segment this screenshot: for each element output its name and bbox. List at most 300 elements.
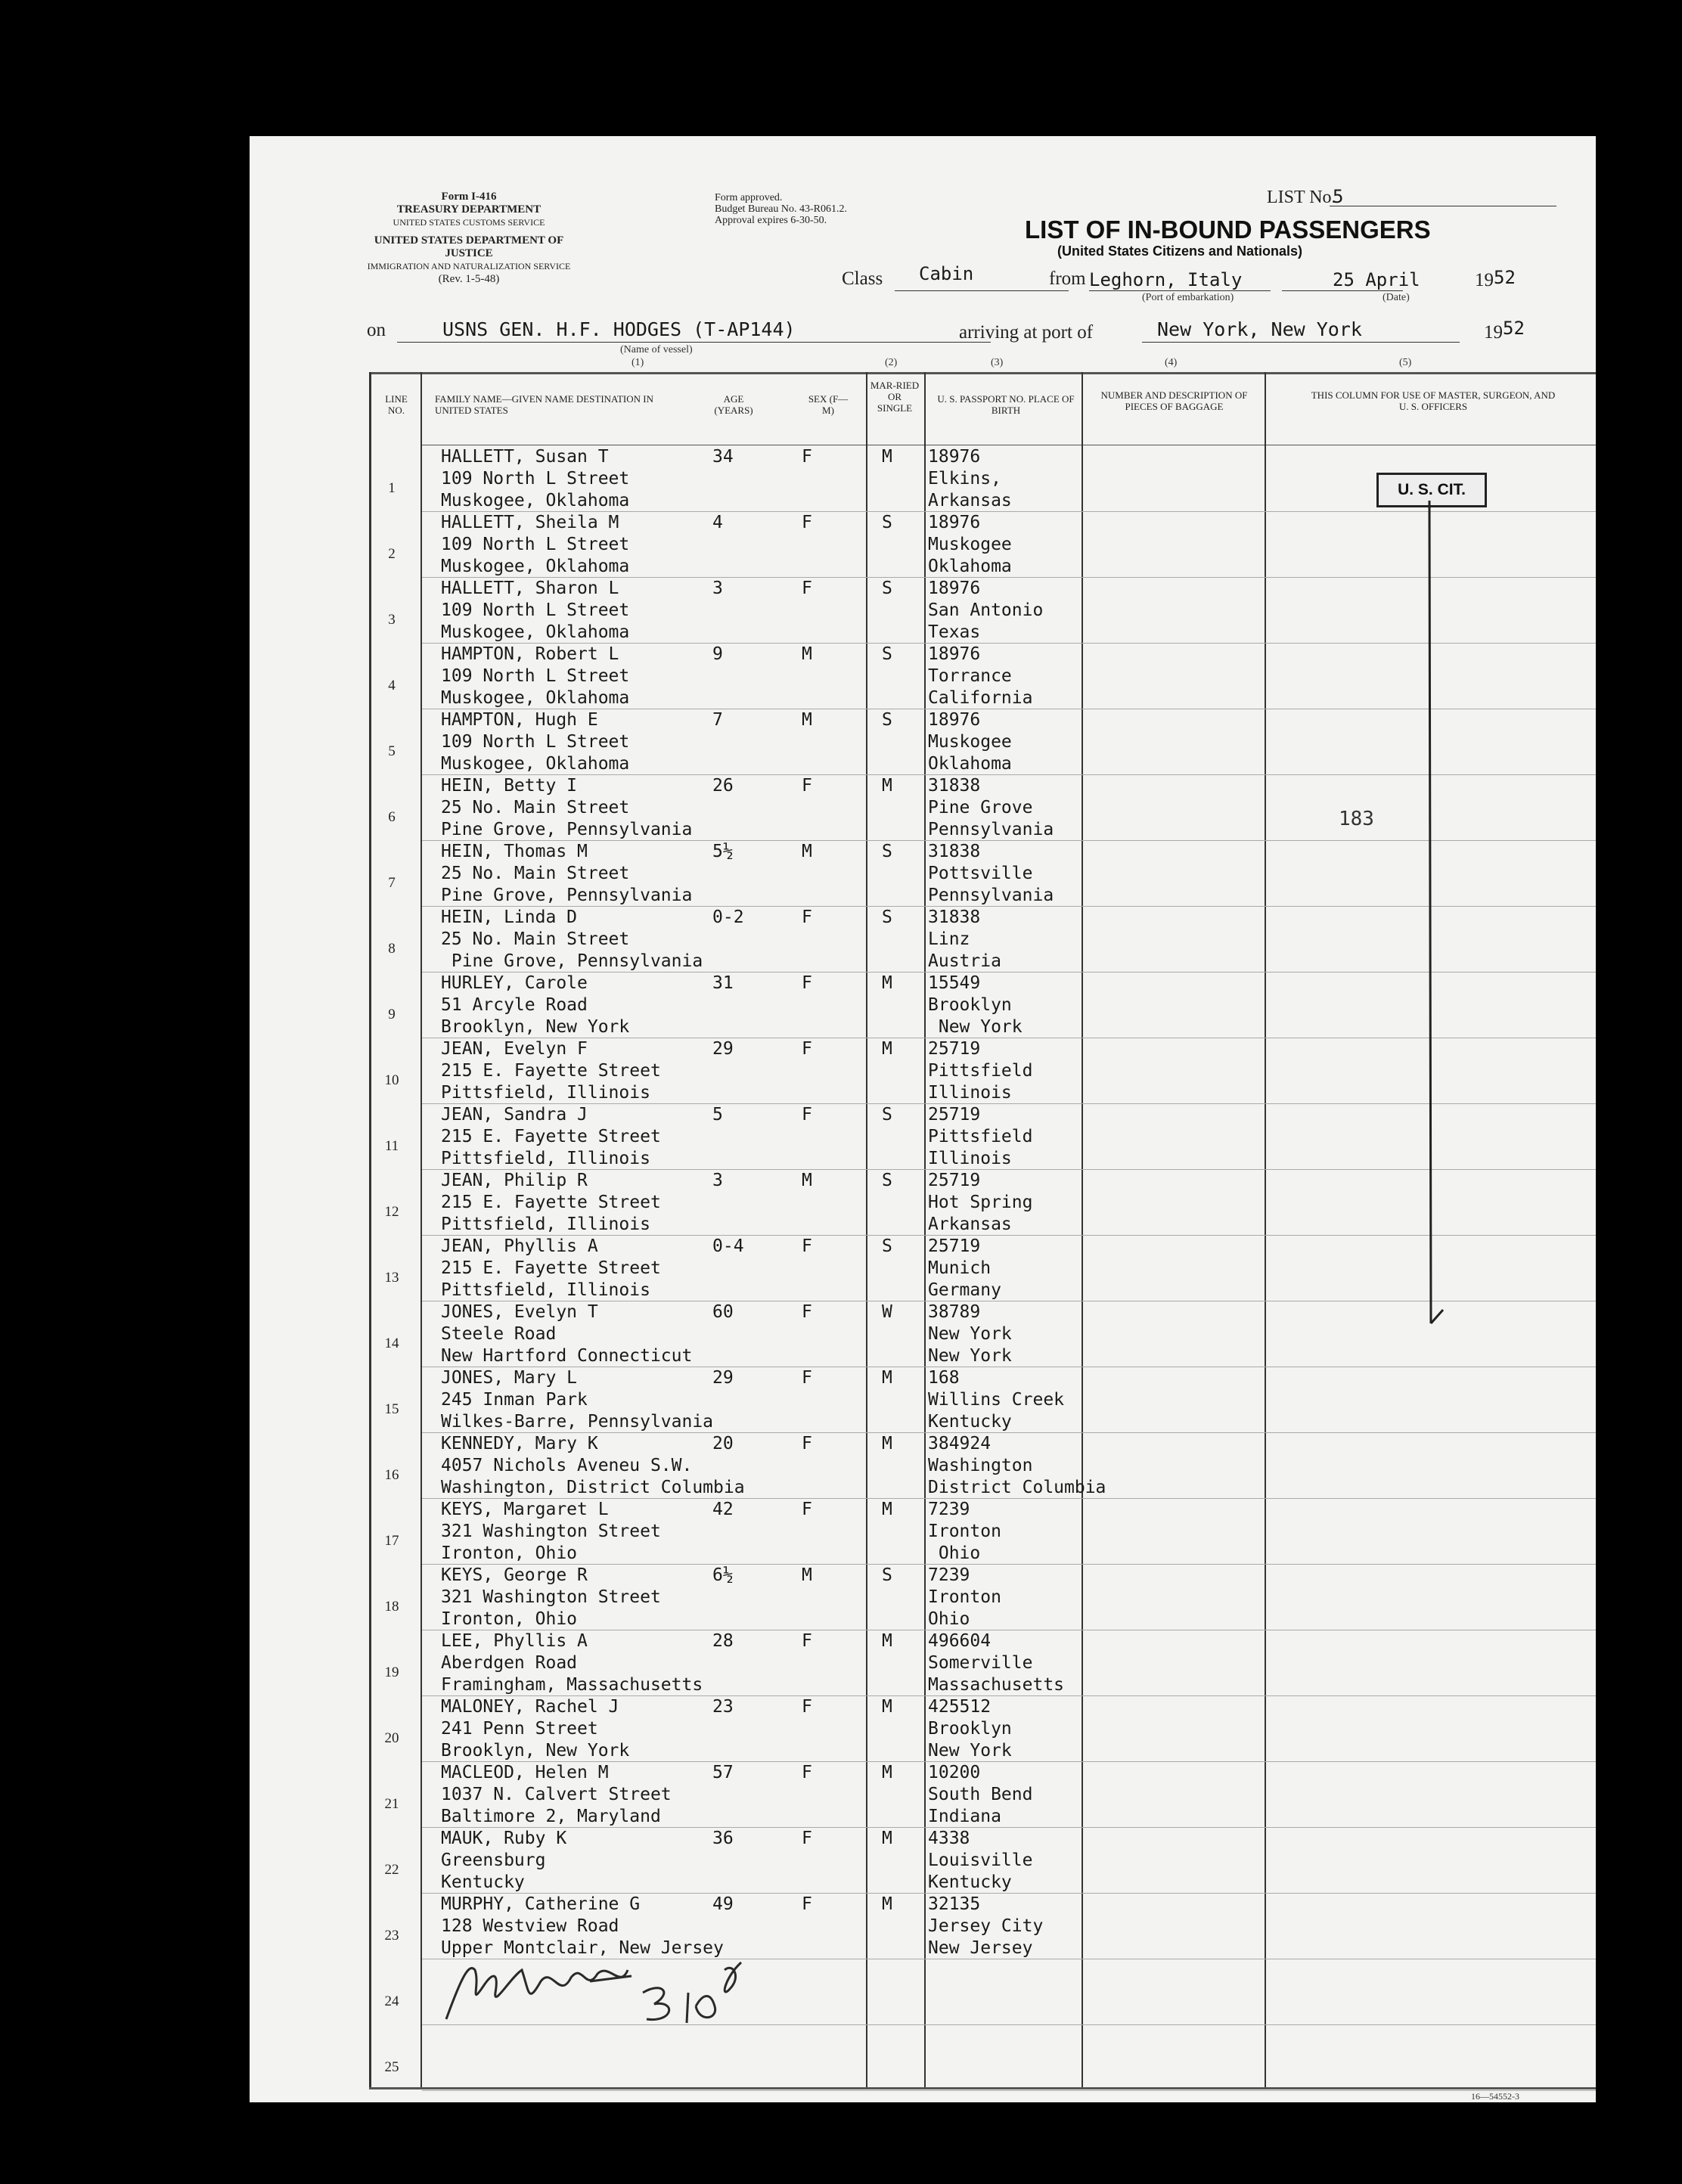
table-row: [250, 1433, 1596, 1499]
address-line-2: Pine Grove, Pennsylvania: [441, 886, 693, 905]
year-prefix: 19: [1475, 270, 1494, 290]
marital-status: S: [882, 1171, 892, 1190]
passport-number: 496604: [928, 1631, 992, 1651]
age: 42: [712, 1500, 734, 1519]
table-row: [250, 1236, 1596, 1301]
sex: F: [802, 1105, 812, 1125]
line-number: 9: [388, 1007, 396, 1022]
passport-number: 7239: [928, 1565, 970, 1585]
column-header-line-no: LINE NO.: [385, 393, 408, 416]
birthplace-line-1: Elkins,: [928, 469, 1001, 489]
marital-status: M: [882, 973, 892, 993]
column-number-1: (1): [632, 357, 644, 368]
address-line-1: 109 North L Street: [441, 732, 630, 752]
approval-line-1: Form approved.: [715, 192, 783, 203]
address-line-1: 241 Penn Street: [441, 1719, 598, 1739]
address-line-1: Steele Road: [441, 1324, 557, 1344]
birthplace-line-2: Germany: [928, 1280, 1001, 1300]
birthplace-line-2: New York: [928, 1017, 1023, 1037]
year-suffix: 52: [1494, 267, 1516, 288]
age: 3: [712, 579, 723, 598]
birthplace-line-2: Oklahoma: [928, 754, 1012, 774]
passenger-name: HURLEY, Carole: [441, 973, 588, 993]
marital-status: S: [882, 710, 892, 730]
address-line-2: Kentucky: [441, 1872, 525, 1892]
vessel-name: USNS GEN. H.F. HODGES (T-AP144): [442, 318, 796, 340]
arrival-port: New York, New York: [1157, 318, 1362, 340]
officer-bracket-line: [1414, 499, 1460, 1346]
birthplace-line-1: Pittsfield: [928, 1127, 1033, 1146]
birthplace-line-2: Arkansas: [928, 1215, 1012, 1234]
passport-number: 38789: [928, 1302, 981, 1322]
table-row: [250, 1038, 1596, 1104]
passenger-name: MACLEOD, Helen M: [441, 1763, 609, 1782]
marital-status: S: [882, 513, 892, 532]
table-row: [250, 2025, 1596, 2091]
marital-status: S: [882, 644, 892, 664]
birthplace-line-1: Ironton: [928, 1587, 1001, 1607]
passport-number: 4338: [928, 1829, 970, 1848]
sex: F: [802, 973, 812, 993]
from-underline: [1089, 290, 1271, 291]
column-header-passport: U. S. PASSPORT NO. PLACE OF BIRTH: [937, 393, 1075, 416]
passport-number: 7239: [928, 1500, 970, 1519]
marital-status: S: [882, 1105, 892, 1125]
birthplace-line-1: Munich: [928, 1258, 992, 1278]
embarkation-date: 25 April: [1333, 269, 1420, 290]
line-number: 16: [384, 1467, 399, 1483]
birthplace-line-2: Massachusetts: [928, 1675, 1065, 1695]
table-row: [250, 1499, 1596, 1565]
line-number: 22: [384, 1862, 399, 1878]
age: 57: [712, 1763, 734, 1782]
column-header-name: FAMILY NAME—GIVEN NAME DESTINATION IN UNITED STATES: [435, 393, 654, 416]
birthplace-line-1: Linz: [928, 929, 970, 949]
address-line-2: Pittsfield, Illinois: [441, 1083, 650, 1103]
passenger-name: KENNEDY, Mary K: [441, 1434, 598, 1453]
address-line-1: 128 Westview Road: [441, 1916, 619, 1936]
birthplace-line-2: Ohio: [928, 1543, 981, 1563]
address-line-1: 109 North L Street: [441, 666, 630, 686]
line-number: 1: [388, 480, 396, 496]
birthplace-line-2: Arkansas: [928, 491, 1012, 510]
treasury-department: TREASURY DEPARTMENT: [396, 203, 542, 216]
table-row: [250, 1696, 1596, 1762]
birthplace-line-2: Illinois: [928, 1083, 1012, 1103]
justice-block: [363, 234, 575, 286]
class-label: Class: [842, 268, 883, 289]
address-line-2: Pittsfield, Illinois: [441, 1215, 650, 1234]
passport-number: 31838: [928, 776, 981, 796]
from-label: from: [1049, 268, 1086, 289]
birthplace-line-1: Jersey City: [928, 1916, 1044, 1936]
sex: F: [802, 1631, 812, 1651]
birthplace-line-2: Ohio: [928, 1609, 970, 1629]
birthplace-line-1: Hot Spring: [928, 1193, 1033, 1212]
table-row: [250, 1630, 1596, 1696]
sex: F: [802, 1697, 812, 1717]
passenger-name: JONES, Evelyn T: [441, 1302, 598, 1322]
passport-number: 31838: [928, 907, 981, 927]
line-number: 21: [384, 1796, 399, 1812]
marital-status: S: [882, 907, 892, 927]
passenger-name: HALLETT, Sheila M: [441, 513, 619, 532]
line-number: 24: [384, 1993, 399, 2009]
birthplace-line-2: Texas: [928, 622, 981, 642]
line-number: 18: [384, 1599, 399, 1615]
column-number-5: (5): [1399, 357, 1412, 368]
birthplace-line-1: Pittsfield: [928, 1061, 1033, 1081]
marital-status: M: [882, 776, 892, 796]
passenger-name: KEYS, George R: [441, 1565, 588, 1585]
approval-block: [715, 192, 911, 226]
port-of-embarkation: Leghorn, Italy: [1089, 269, 1243, 290]
row-divider: [422, 2090, 1596, 2091]
document-subtitle: (United States Citizens and Nationals): [1057, 244, 1303, 259]
birthplace-line-2: Kentucky: [928, 1412, 1012, 1432]
port-embarkation-caption: (Port of embarkation): [1142, 292, 1234, 303]
address-line-2: Pine Grove, Pennsylvania: [441, 820, 693, 839]
age: 49: [712, 1894, 734, 1914]
line-number: 17: [384, 1533, 399, 1549]
address-line-1: Aberdgen Road: [441, 1653, 578, 1673]
form-number: Form I-416: [441, 191, 497, 203]
customs-service: UNITED STATES CUSTOMS SERVICE: [393, 217, 545, 228]
birthplace-line-1: Washington: [928, 1456, 1033, 1475]
sex: F: [802, 513, 812, 532]
address-line-1: 1037 N. Calvert Street: [441, 1785, 672, 1804]
birthplace-line-1: Brooklyn: [928, 995, 1012, 1015]
list-number-value: 5: [1333, 186, 1344, 207]
approval-line-3: Approval expires 6-30-50.: [715, 215, 827, 226]
passport-number: 18976: [928, 447, 981, 467]
age: 7: [712, 710, 723, 730]
marital-status: S: [882, 579, 892, 598]
vessel-underline: [397, 342, 991, 343]
marital-status: S: [882, 842, 892, 861]
table-row: [250, 1104, 1596, 1170]
age: 6½: [712, 1565, 734, 1585]
passenger-name: JEAN, Phyllis A: [441, 1236, 598, 1256]
age: 0-4: [712, 1236, 744, 1256]
address-line-1: 321 Washington Street: [441, 1522, 661, 1541]
passport-number: 18976: [928, 579, 981, 598]
list-number-label: LIST No.: [1267, 188, 1336, 207]
age: 9: [712, 644, 723, 664]
passenger-manifest-page: [250, 136, 1596, 2102]
column-header-officers: THIS COLUMN FOR USE OF MASTER, SURGEON, AND U. S. OFFICERS: [1311, 389, 1556, 412]
column-number-4: (4): [1165, 357, 1178, 368]
birthplace-line-2: California: [928, 688, 1033, 708]
sex: M: [802, 1171, 812, 1190]
address-line-2: Washington, District Columbia: [441, 1478, 745, 1497]
passport-number: 384924: [928, 1434, 992, 1453]
marital-status: S: [882, 1565, 892, 1585]
age: 29: [712, 1039, 734, 1059]
sex: F: [802, 1894, 812, 1914]
address-line-2: Muskogee, Oklahoma: [441, 491, 630, 510]
age: 0-2: [712, 907, 744, 927]
address-line-1: 321 Washington Street: [441, 1587, 661, 1607]
sex: F: [802, 1763, 812, 1782]
address-line-1: 4057 Nichols Aveneu S.W.: [441, 1456, 693, 1475]
year2-prefix: 19: [1484, 322, 1503, 343]
column-header-sex: SEX (F—M): [808, 393, 849, 416]
address-line-1: 215 E. Fayette Street: [441, 1193, 661, 1212]
birthplace-line-2: New York: [928, 1346, 1012, 1366]
vessel-caption: (Name of vessel): [620, 344, 693, 355]
on-label: on: [367, 320, 386, 340]
address-line-1: 25 No. Main Street: [441, 864, 630, 883]
column-header-baggage: NUMBER AND DESCRIPTION OF PIECES OF BAGGAGE: [1100, 389, 1248, 412]
line-number: 15: [384, 1401, 399, 1417]
line-number: 23: [384, 1928, 399, 1944]
passenger-name: HAMPTON, Robert L: [441, 644, 619, 664]
table-row: [250, 1367, 1596, 1433]
sex: F: [802, 1236, 812, 1256]
address-line-1: 25 No. Main Street: [441, 929, 630, 949]
address-line-2: Wilkes-Barre, Pennsylvania: [441, 1412, 714, 1432]
column-number-2: (2): [885, 357, 898, 368]
birthplace-line-1: South Bend: [928, 1785, 1033, 1804]
passenger-name: JEAN, Evelyn F: [441, 1039, 588, 1059]
age: 29: [712, 1368, 734, 1388]
birthplace-line-1: Brooklyn: [928, 1719, 1012, 1739]
birthplace-line-1: New York: [928, 1324, 1012, 1344]
line-number: 10: [384, 1072, 399, 1088]
address-line-2: Muskogee, Oklahoma: [441, 557, 630, 576]
sex: F: [802, 1039, 812, 1059]
address-line-1: 25 No. Main Street: [441, 798, 630, 817]
line-number: 3: [388, 612, 396, 628]
address-line-1: 215 E. Fayette Street: [441, 1258, 661, 1278]
birthplace-line-1: Ironton: [928, 1522, 1001, 1541]
marital-status: M: [882, 1039, 892, 1059]
address-line-1: 109 North L Street: [441, 600, 630, 620]
class-value: Cabin: [919, 263, 974, 284]
address-line-2: Brooklyn, New York: [441, 1741, 630, 1761]
passenger-name: JEAN, Philip R: [441, 1171, 588, 1190]
passport-number: 18976: [928, 513, 981, 532]
age: 36: [712, 1829, 734, 1848]
passport-number: 15549: [928, 973, 981, 993]
address-line-1: 215 E. Fayette Street: [441, 1061, 661, 1081]
document-title: LIST OF IN-BOUND PASSENGERS: [1025, 216, 1431, 244]
passenger-name: HEIN, Thomas M: [441, 842, 588, 861]
table-row: [250, 907, 1596, 973]
passenger-name: KEYS, Margaret L: [441, 1500, 609, 1519]
line-number: 2: [388, 546, 396, 562]
sex: M: [802, 1565, 812, 1585]
table-row: [250, 1565, 1596, 1630]
sex: F: [802, 1500, 812, 1519]
sex: F: [802, 1434, 812, 1453]
line-number: 6: [388, 809, 396, 825]
sex: F: [802, 907, 812, 927]
birthplace-line-2: Pennsylvania: [928, 886, 1054, 905]
marital-status: M: [882, 1368, 892, 1388]
birthplace-line-1: Torrance: [928, 666, 1012, 686]
address-line-2: Upper Montclair, New Jersey: [441, 1938, 724, 1958]
date-caption: (Date): [1383, 292, 1410, 303]
address-line-1: 215 E. Fayette Street: [441, 1127, 661, 1146]
sex: F: [802, 579, 812, 598]
line-number: 25: [384, 2059, 399, 2075]
line-number: 11: [384, 1138, 399, 1154]
address-line-2: Muskogee, Oklahoma: [441, 754, 630, 774]
marital-status: M: [882, 1697, 892, 1717]
form-agency-block: [363, 191, 575, 229]
sex: F: [802, 776, 812, 796]
passenger-name: JONES, Mary L: [441, 1368, 578, 1388]
passport-number: 18976: [928, 644, 981, 664]
address-line-2: Muskogee, Oklahoma: [441, 622, 630, 642]
address-line-2: Muskogee, Oklahoma: [441, 688, 630, 708]
age: 60: [712, 1302, 734, 1322]
birthplace-line-1: Pottsville: [928, 864, 1033, 883]
passport-number: 31838: [928, 842, 981, 861]
age: 26: [712, 776, 734, 796]
year2-suffix: 52: [1503, 318, 1525, 339]
passport-number: 32135: [928, 1894, 981, 1914]
line-number: 20: [384, 1730, 399, 1746]
passenger-name: HEIN, Betty I: [441, 776, 578, 796]
age: 5: [712, 1105, 723, 1125]
passenger-name: MAUK, Ruby K: [441, 1829, 567, 1848]
address-line-2: Ironton, Ohio: [441, 1543, 578, 1563]
us-citizen-stamp: U. S. CIT.: [1376, 473, 1487, 507]
marital-status: M: [882, 1829, 892, 1848]
table-row: [250, 644, 1596, 709]
column-header-age: AGE (YEARS): [714, 393, 753, 416]
line-number: 7: [388, 875, 396, 891]
passport-number: 425512: [928, 1697, 992, 1717]
marital-status: M: [882, 1631, 892, 1651]
sex: F: [802, 1829, 812, 1848]
age: 28: [712, 1631, 734, 1651]
passenger-name: HAMPTON, Hugh E: [441, 710, 598, 730]
birthplace-line-2: Indiana: [928, 1807, 1001, 1826]
birthplace-line-2: Kentucky: [928, 1872, 1012, 1892]
passenger-name: MALONEY, Rachel J: [441, 1697, 619, 1717]
line-number: 14: [384, 1336, 399, 1351]
class-underline: [895, 290, 1069, 291]
address-line-2: Baltimore 2, Maryland: [441, 1807, 661, 1826]
passenger-name: HALLETT, Susan T: [441, 447, 609, 467]
address-line-1: 245 Inman Park: [441, 1390, 588, 1410]
marital-status: S: [882, 1236, 892, 1256]
birthplace-line-2: New Jersey: [928, 1938, 1033, 1958]
passport-number: 25719: [928, 1171, 981, 1190]
table-row: [250, 973, 1596, 1038]
passport-number: 168: [928, 1368, 960, 1388]
birthplace-line-1: Louisville: [928, 1851, 1033, 1870]
age: 5½: [712, 842, 734, 861]
passport-number: 10200: [928, 1763, 981, 1782]
justice-department: UNITED STATES DEPARTMENT OF JUSTICE: [374, 234, 564, 259]
birthplace-line-2: Pennsylvania: [928, 820, 1054, 839]
birthplace-line-1: Muskogee: [928, 732, 1012, 752]
birthplace-line-1: Somerville: [928, 1653, 1033, 1673]
table-row: [250, 1170, 1596, 1236]
sex: F: [802, 1302, 812, 1322]
birthplace-line-2: New York: [928, 1741, 1012, 1761]
birthplace-line-1: Muskogee: [928, 535, 1012, 554]
marital-status: M: [882, 1500, 892, 1519]
sex: F: [802, 1368, 812, 1388]
birthplace-line-2: District Columbia: [928, 1478, 1106, 1497]
line-number: 4: [388, 678, 396, 693]
table-row: [250, 709, 1596, 775]
marital-status: W: [882, 1302, 892, 1322]
line-number: 8: [388, 941, 396, 957]
table-row: [250, 841, 1596, 907]
sex: F: [802, 447, 812, 467]
passenger-name: HALLETT, Sharon L: [441, 579, 619, 598]
birthplace-line-2: Austria: [928, 951, 1001, 971]
address-line-2: Ironton, Ohio: [441, 1609, 578, 1629]
address-line-2: Pittsfield, Illinois: [441, 1149, 650, 1168]
handwritten-signature: [439, 1947, 756, 2030]
address-line-2: Pittsfield, Illinois: [441, 1280, 650, 1300]
sex: M: [802, 644, 812, 664]
birthplace-line-1: Willins Creek: [928, 1390, 1065, 1410]
table-row: [250, 1762, 1596, 1828]
age: 34: [712, 447, 734, 467]
birthplace-line-2: Oklahoma: [928, 557, 1012, 576]
age: 31: [712, 973, 734, 993]
table-row: [250, 775, 1596, 841]
address-line-1: 109 North L Street: [441, 535, 630, 554]
address-line-1: 51 Arcyle Road: [441, 995, 588, 1015]
sex: M: [802, 710, 812, 730]
approval-line-2: Budget Bureau No. 43-R061.2.: [715, 203, 847, 215]
birthplace-line-1: San Antonio: [928, 600, 1044, 620]
form-footer-code: 16—54552-3: [1471, 2091, 1519, 2102]
passport-number: 18976: [928, 710, 981, 730]
line-number: 13: [384, 1270, 399, 1286]
marital-status: M: [882, 1434, 892, 1453]
line-number: 19: [384, 1664, 399, 1680]
table-row: [250, 1301, 1596, 1367]
table-row: [250, 512, 1596, 578]
sex: M: [802, 842, 812, 861]
passenger-name: JEAN, Sandra J: [441, 1105, 588, 1125]
age: 23: [712, 1697, 734, 1717]
address-line-1: 109 North L Street: [441, 469, 630, 489]
address-line-2: Pine Grove, Pennsylvania: [441, 951, 703, 971]
passenger-name: HEIN, Linda D: [441, 907, 578, 927]
arrival-underline: [1142, 342, 1460, 343]
birthplace-line-2: Illinois: [928, 1149, 1012, 1168]
table-top-border: [369, 372, 1596, 374]
revision-date: (Rev. 1-5-48): [438, 273, 500, 285]
passport-number: 25719: [928, 1039, 981, 1059]
address-line-1: Greensburg: [441, 1851, 546, 1870]
address-line-2: Brooklyn, New York: [441, 1017, 630, 1037]
marital-status: M: [882, 447, 892, 467]
birthplace-line-1: Pine Grove: [928, 798, 1033, 817]
address-line-2: New Hartford Connecticut: [441, 1346, 693, 1366]
immigration-service: IMMIGRATION AND NATURALIZATION SERVICE: [367, 261, 571, 271]
arriving-label: arriving at port of: [959, 322, 1094, 343]
age: 3: [712, 1171, 723, 1190]
age: 4: [712, 513, 723, 532]
line-number: 5: [388, 743, 396, 759]
passenger-name: MURPHY, Catherine G: [441, 1894, 641, 1914]
table-row: [250, 1828, 1596, 1894]
date-underline: [1282, 290, 1403, 291]
